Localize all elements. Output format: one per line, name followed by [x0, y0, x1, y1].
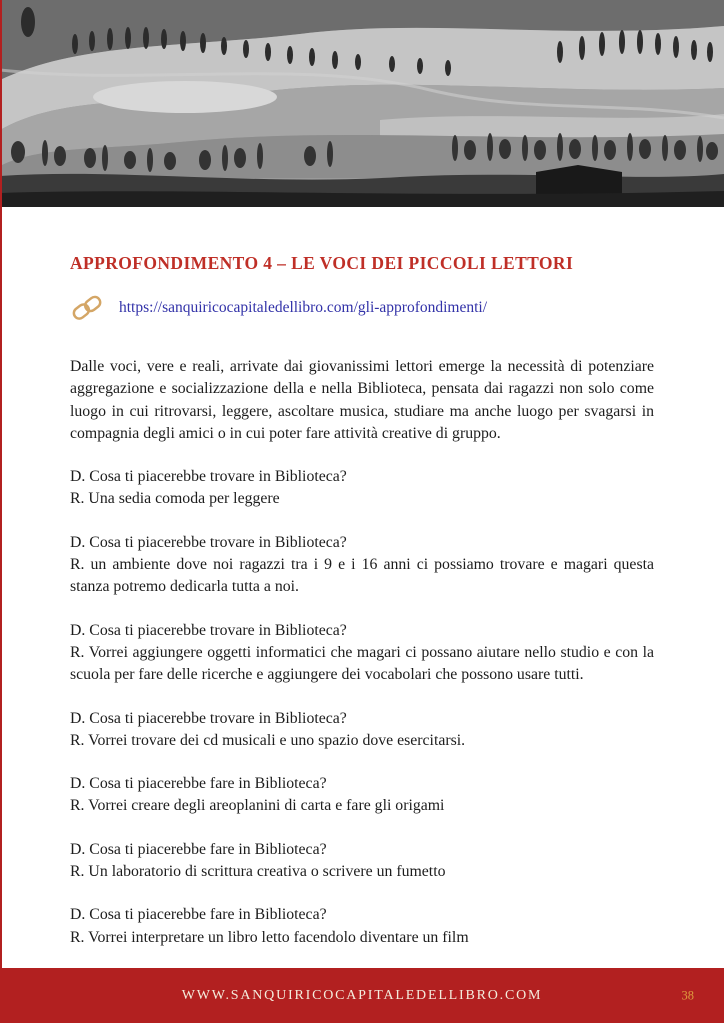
- qa-question: D. Cosa ti piacerebbe trovare in Biblioteca?: [70, 533, 347, 551]
- qa-question: D. Cosa ti piacerebbe fare in Biblioteca?: [70, 840, 327, 858]
- qa-answer: R. Vorrei trovare dei cd musicali e uno spazio dove esercitarsi.: [70, 731, 466, 749]
- qa-answer: R. Vorrei interpretare un libro letto facendolo diventare un film: [70, 928, 469, 946]
- qa-question: D. Cosa ti piacerebbe fare in Biblioteca?: [70, 906, 327, 924]
- qa-block: [70, 839, 654, 884]
- qa-question: D. Cosa ti piacerebbe trovare in Biblioteca?: [70, 709, 347, 727]
- qa-block: [70, 773, 654, 818]
- page-title: APPROFONDIMENTO 4 – LE VOCI DEI PICCOLI LETTORI: [70, 253, 574, 273]
- link-row: [70, 291, 654, 325]
- footer-bar: [0, 968, 724, 1023]
- qa-block: [70, 904, 654, 949]
- qa-answer: R. Un laboratorio di scrittura creativa o scrivere un fumetto: [70, 863, 446, 881]
- footer-website: WWW.SANQUIRICOCAPITALEDELLIBRO.COM: [181, 987, 543, 1003]
- qa-block: [70, 708, 654, 753]
- qa-answer: R. Vorrei aggiungere oggetti informatici che magari ci possano aiutare nello studio e con la scuola per fare delle ricerche e aggiungere dei vocabolari che possono usare tutti.: [70, 643, 654, 684]
- landscape-photo: [0, 0, 724, 207]
- page-content: [0, 207, 724, 949]
- qa-answer: R. un ambiente dove noi ragazzi tra i 9 e i 16 anni ci possiamo trovare e magari questa stanza potremo dedicarla tutta a noi.: [70, 556, 654, 596]
- chain-link-icon: [70, 291, 104, 325]
- qa-block: [70, 532, 654, 599]
- approfondimenti-link[interactable]: https://sanquiricocapitaledellibro.com/gli-approfondimenti/: [119, 299, 488, 316]
- page-number: 38: [681, 988, 694, 1002]
- qa-answer: R. Una sedia comoda per leggere: [70, 490, 280, 508]
- qa-block: [70, 620, 654, 687]
- qa-list: [70, 466, 654, 949]
- qa-answer: R. Vorrei creare degli areoplanini di carta e fare gli origami: [70, 797, 445, 815]
- qa-question: D. Cosa ti piacerebbe trovare in Biblioteca?: [70, 468, 347, 486]
- qa-block: [70, 466, 654, 511]
- left-accent-stripe: [0, 0, 2, 1023]
- intro-paragraph: Dalle voci, vere e reali, arrivate dai giovanissimi lettori emerge la necessità di potenziare aggregazione e socializzazione della e nella Biblioteca, pensata dai ragazzi non solo come luogo in cui ritrovarsi, leggere, ascoltare musica, studiare ma anche luogo per svagarsi in compagnia degli amici o in cui poter fare attività creative di gruppo.: [70, 358, 654, 442]
- qa-question: D. Cosa ti piacerebbe trovare in Biblioteca?: [70, 621, 347, 639]
- qa-question: D. Cosa ti piacerebbe fare in Biblioteca?: [70, 775, 327, 793]
